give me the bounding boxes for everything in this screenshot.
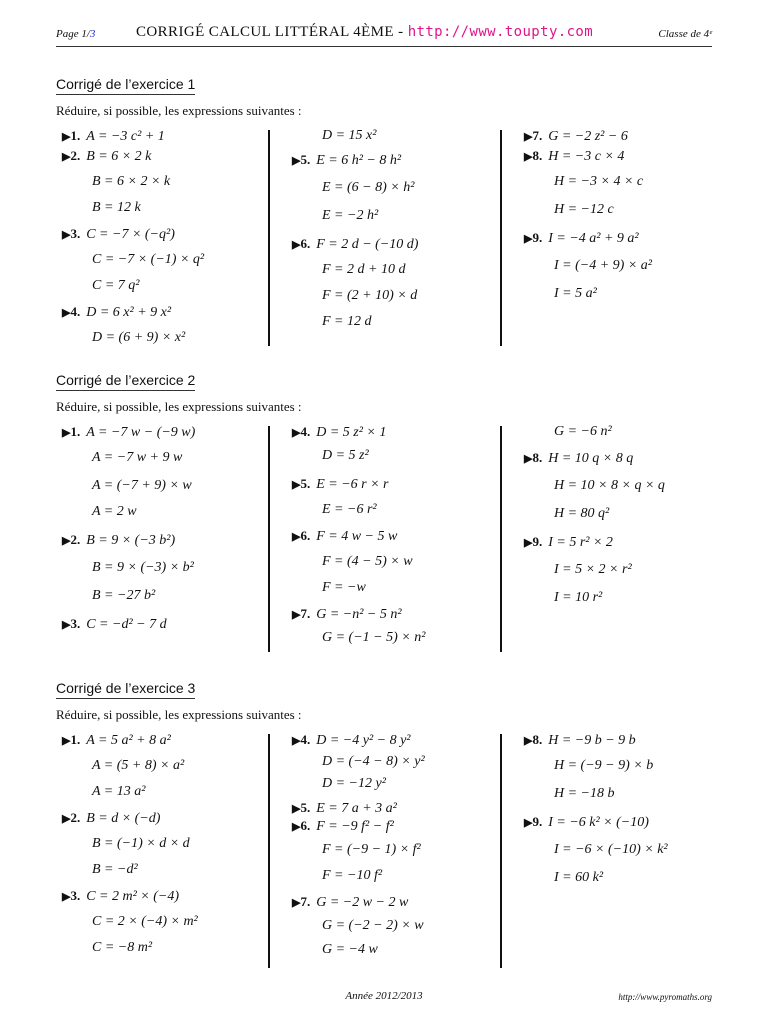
- expression: A = (−7 + 9) × w: [92, 478, 192, 493]
- answer-step: [322, 554, 413, 570]
- expression: I = 5 × 2 × r²: [554, 562, 632, 577]
- answer-step: [322, 942, 378, 958]
- expression: C = 7 q²: [92, 278, 140, 293]
- answer-step: [554, 870, 603, 886]
- answer-step: [322, 868, 382, 884]
- question-number: ▶5.: [292, 800, 311, 815]
- expression: E = −2 h²: [322, 208, 379, 223]
- title-link[interactable]: http://www.toupty.com: [407, 24, 594, 40]
- class-label: Classe de 4ᵉ: [658, 28, 712, 40]
- expression: F = −w: [322, 580, 366, 595]
- question-number: ▶3.: [62, 888, 81, 903]
- expression: B = 12 k: [92, 200, 141, 215]
- answer-step: [322, 288, 417, 304]
- answer-step: [92, 174, 170, 190]
- expression: D = 5 z²: [322, 448, 369, 463]
- question-number: ▶9.: [524, 230, 543, 245]
- answer-step: [92, 940, 152, 956]
- question-item: [62, 732, 171, 749]
- section-title: Corrigé de l’exercice 3: [56, 680, 195, 699]
- question-number: ▶5.: [292, 152, 311, 167]
- pointer-icon: ▶: [62, 151, 71, 163]
- expression: B = 6 × 2 k: [86, 149, 152, 164]
- pointer-icon: ▶: [62, 307, 71, 319]
- answer-step: [92, 278, 139, 294]
- pointer-icon: ▶: [292, 155, 301, 167]
- pointer-icon: ▶: [62, 229, 71, 241]
- expression: E = 6 h² − 8 h²: [316, 153, 402, 168]
- answer-step: [92, 478, 192, 494]
- question-number: ▶7.: [524, 128, 543, 143]
- pointer-icon: ▶: [292, 239, 301, 251]
- pointer-icon: ▶: [292, 609, 301, 621]
- question-number: ▶3.: [62, 616, 81, 631]
- expression: F = (2 + 10) × d: [322, 288, 418, 303]
- question-item: [524, 450, 633, 467]
- answer-step: [554, 758, 653, 774]
- expression: G = −2 w − 2 w: [316, 895, 409, 910]
- question-number: ▶1.: [62, 424, 81, 439]
- question-item: [292, 424, 386, 441]
- expression: H = 10 q × 8 q: [548, 451, 634, 466]
- answer-step: [554, 478, 665, 494]
- pointer-icon: ▶: [292, 427, 301, 439]
- pointer-icon: ▶: [524, 131, 533, 143]
- expression: G = −n² − 5 n²: [316, 607, 402, 622]
- expression: I = −4 a² + 9 a²: [548, 231, 639, 246]
- question-item: [524, 148, 624, 165]
- answer-step: [322, 502, 377, 518]
- answer-step: [92, 784, 145, 800]
- question-item: [62, 424, 195, 441]
- answer-step: [554, 786, 615, 802]
- question-item: [292, 152, 401, 169]
- expression: B = 9 × (−3) × b²: [92, 560, 194, 575]
- expression: D = 6 x² + 9 x²: [86, 305, 172, 320]
- question-number: ▶8.: [524, 732, 543, 747]
- column-divider: [500, 734, 502, 968]
- question-item: [62, 128, 165, 145]
- expression: B = 6 × 2 × k: [92, 174, 171, 189]
- column-divider: [268, 130, 270, 346]
- expression: B = −d²: [92, 862, 138, 877]
- column-divider: [500, 426, 502, 652]
- question-item: [62, 810, 160, 827]
- pointer-icon: ▶: [292, 531, 301, 543]
- section-instruction: Réduire, si possible, les expressions suivantes :: [56, 707, 302, 722]
- expression: F = −9 f² − f²: [316, 819, 394, 834]
- pointer-icon: ▶: [62, 813, 71, 825]
- question-number: ▶5.: [292, 476, 311, 491]
- question-item: [524, 534, 613, 551]
- expression: F = 12 d: [322, 314, 372, 329]
- answer-step: [554, 424, 612, 440]
- answer-step: [92, 836, 190, 852]
- expression: C = 2 m² × (−4): [86, 889, 180, 904]
- pointer-icon: ▶: [524, 233, 533, 245]
- answer-step: [554, 562, 632, 578]
- answer-step: [92, 200, 141, 216]
- question-number: ▶6.: [292, 818, 311, 833]
- answer-step: [92, 862, 138, 878]
- pointer-icon: ▶: [62, 427, 71, 439]
- pointer-icon: ▶: [524, 151, 533, 163]
- question-item: [292, 732, 411, 749]
- expression: C = −7 × (−1) × q²: [92, 252, 205, 267]
- pointer-icon: ▶: [62, 735, 71, 747]
- question-item: [292, 476, 389, 493]
- expression: D = −12 y²: [322, 776, 386, 791]
- expression: B = −27 b²: [92, 588, 156, 603]
- question-item: [62, 888, 179, 905]
- answer-step: [92, 504, 137, 520]
- expression: B = d × (−d): [86, 811, 161, 826]
- expression: G = −4 w: [322, 942, 378, 957]
- answer-step: [92, 450, 182, 466]
- question-item: [292, 528, 397, 545]
- expression: A = 13 a²: [92, 784, 146, 799]
- expression: G = (−1 − 5) × n²: [322, 630, 426, 645]
- question-item: [62, 226, 175, 243]
- column-divider: [500, 130, 502, 346]
- answer-step: [322, 754, 425, 770]
- expression: D = (6 + 9) × x²: [92, 330, 186, 345]
- answer-step: [554, 202, 614, 218]
- pointer-icon: ▶: [292, 803, 301, 815]
- page-header: [56, 22, 712, 46]
- answer-step: [322, 128, 376, 144]
- answer-step: [322, 776, 386, 792]
- pointer-icon: ▶: [292, 897, 301, 909]
- answer-step: [322, 918, 424, 934]
- section-title: Corrigé de l’exercice 1: [56, 76, 195, 95]
- question-number: ▶3.: [62, 226, 81, 241]
- expression: I = 5 a²: [554, 286, 597, 301]
- answer-step: [554, 842, 668, 858]
- expression: I = 5 r² × 2: [548, 535, 613, 550]
- answer-step: [322, 314, 372, 330]
- expression: C = −8 m²: [92, 940, 153, 955]
- pointer-icon: ▶: [292, 479, 301, 491]
- expression: A = −7 w + 9 w: [92, 450, 183, 465]
- answer-step: [322, 208, 378, 224]
- expression: I = 60 k²: [554, 870, 604, 885]
- question-item: [62, 616, 167, 633]
- expression: C = −d² − 7 d: [86, 617, 167, 632]
- expression: F = 2 d + 10 d: [322, 262, 406, 277]
- question-number: ▶2.: [62, 532, 81, 547]
- footer-year: Année 2012/2013: [345, 990, 423, 1002]
- pointer-icon: ▶: [62, 891, 71, 903]
- question-item: [292, 236, 418, 253]
- expression: A = −7 w − (−9 w): [86, 425, 196, 440]
- pointer-icon: ▶: [524, 453, 533, 465]
- answer-step: [554, 590, 602, 606]
- expression: A = −3 c² + 1: [86, 129, 165, 144]
- answer-step: [554, 506, 609, 522]
- exercise-3-section: [56, 678, 712, 957]
- expression: A = (5 + 8) × a²: [92, 758, 185, 773]
- question-item: [62, 304, 171, 321]
- question-number: ▶2.: [62, 810, 81, 825]
- expression: F = 2 d − (−10 d): [316, 237, 419, 252]
- expression: E = −6 r²: [322, 502, 377, 517]
- expression: D = 15 x²: [322, 128, 377, 143]
- question-item: [292, 894, 408, 911]
- question-number: ▶8.: [524, 148, 543, 163]
- expression: D = −4 y² − 8 y²: [316, 733, 411, 748]
- question-item: [524, 814, 649, 831]
- column-divider: [268, 426, 270, 652]
- question-number: ▶9.: [524, 814, 543, 829]
- expression: H = 10 × 8 × q × q: [554, 478, 665, 493]
- answer-step: [554, 286, 597, 302]
- answer-step: [92, 758, 184, 774]
- question-item: [292, 606, 402, 623]
- question-item: [524, 128, 628, 145]
- expression: H = 80 q²: [554, 506, 610, 521]
- pointer-icon: ▶: [524, 817, 533, 829]
- expression: F = (4 − 5) × w: [322, 554, 413, 569]
- question-number: ▶6.: [292, 236, 311, 251]
- exercise-1-section: [56, 74, 712, 345]
- expression: D = (−4 − 8) × y²: [322, 754, 425, 769]
- question-number: ▶4.: [292, 732, 311, 747]
- expression: I = −6 k² × (−10): [548, 815, 649, 830]
- page-title: CORRIGÉ CALCUL LITTÉRAL 4ÈME - http://www.toupty.com: [136, 24, 594, 40]
- expression: E = −6 r × r: [316, 477, 389, 492]
- expression: G = (−2 − 2) × w: [322, 918, 424, 933]
- expression: A = 2 w: [92, 504, 137, 519]
- pointer-icon: ▶: [62, 535, 71, 547]
- question-item: [524, 732, 636, 749]
- question-number: ▶7.: [292, 894, 311, 909]
- section-instruction: Réduire, si possible, les expressions suivantes :: [56, 399, 302, 414]
- question-number: ▶9.: [524, 534, 543, 549]
- answer-step: [92, 252, 204, 268]
- pointer-icon: ▶: [292, 821, 301, 833]
- answer-step: [322, 262, 405, 278]
- section-title: Corrigé de l’exercice 2: [56, 372, 195, 391]
- expression: I = (−4 + 9) × a²: [554, 258, 652, 273]
- footer-link[interactable]: http://www.pyromaths.org: [618, 992, 712, 1002]
- answer-step: [554, 174, 643, 190]
- answer-step: [322, 580, 366, 596]
- expression: E = (6 − 8) × h²: [322, 180, 415, 195]
- expression: H = −12 c: [554, 202, 614, 217]
- question-number: ▶7.: [292, 606, 311, 621]
- question-item: [524, 230, 639, 247]
- question-number: ▶6.: [292, 528, 311, 543]
- answer-step: [322, 842, 421, 858]
- expression: H = −3 × 4 × c: [554, 174, 644, 189]
- question-number: ▶2.: [62, 148, 81, 163]
- expression: I = 10 r²: [554, 590, 603, 605]
- question-number: ▶4.: [62, 304, 81, 319]
- expression: H = −9 b − 9 b: [548, 733, 636, 748]
- answer-step: [92, 330, 185, 346]
- question-item: [292, 818, 394, 835]
- answer-step: [322, 448, 369, 464]
- page-number: Page 1/3: [56, 28, 96, 40]
- pointer-icon: ▶: [292, 735, 301, 747]
- pointer-icon: ▶: [62, 131, 71, 143]
- answer-step: [92, 914, 198, 930]
- expression: C = −7 × (−q²): [86, 227, 175, 242]
- answer-step: [92, 588, 155, 604]
- question-number: ▶8.: [524, 450, 543, 465]
- expression: H = −3 c × 4: [548, 149, 625, 164]
- question-number: ▶4.: [292, 424, 311, 439]
- expression: G = −2 z² − 6: [548, 129, 628, 144]
- pointer-icon: ▶: [524, 537, 533, 549]
- expression: B = (−1) × d × d: [92, 836, 190, 851]
- expression: I = −6 × (−10) × k²: [554, 842, 668, 857]
- expression: A = 5 a² + 8 a²: [86, 733, 171, 748]
- expression: B = 9 × (−3 b²): [86, 533, 176, 548]
- expression: G = −6 n²: [554, 424, 612, 439]
- expression: C = 2 × (−4) × m²: [92, 914, 198, 929]
- answer-step: [322, 630, 425, 646]
- header-divider: [56, 46, 712, 47]
- exercise-2-section: [56, 370, 712, 645]
- expression: D = 5 z² × 1: [316, 425, 387, 440]
- question-item: [62, 148, 151, 165]
- answer-step: [322, 180, 414, 196]
- answer-step: [92, 560, 194, 576]
- expression: H = (−9 − 9) × b: [554, 758, 654, 773]
- pointer-icon: ▶: [62, 619, 71, 631]
- pointer-icon: ▶: [524, 735, 533, 747]
- question-item: [292, 800, 397, 817]
- expression: F = (−9 − 1) × f²: [322, 842, 421, 857]
- expression: F = 4 w − 5 w: [316, 529, 398, 544]
- question-number: ▶1.: [62, 732, 81, 747]
- section-instruction: Réduire, si possible, les expressions suivantes :: [56, 103, 302, 118]
- expression: F = −10 f²: [322, 868, 383, 883]
- question-item: [62, 532, 175, 549]
- question-number: ▶1.: [62, 128, 81, 143]
- answer-step: [554, 258, 652, 274]
- expression: H = −18 b: [554, 786, 615, 801]
- column-divider: [268, 734, 270, 968]
- expression: E = 7 a + 3 a²: [316, 801, 397, 816]
